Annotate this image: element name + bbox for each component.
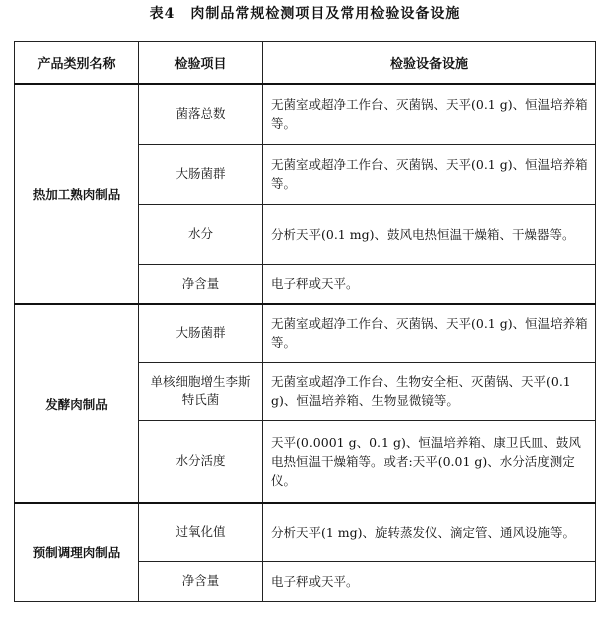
item-cell: 净含量 <box>139 561 263 601</box>
table-row <box>15 304 596 362</box>
equipment-cell: 无菌室或超净工作台、灭菌锅、天平(0.1 g)、恒温培养箱等。 <box>263 144 596 204</box>
equipment-cell: 电子秤或天平。 <box>263 264 596 304</box>
category-cell: 热加工熟肉制品 <box>15 84 139 304</box>
table-title: 表4 肉制品常规检测项目及常用检验设备设施 <box>149 6 461 22</box>
category-cell: 预制调理肉制品 <box>15 503 139 601</box>
category-cell: 发酵肉制品 <box>15 304 139 503</box>
equipment-cell: 分析天平(1 mg)、旋转蒸发仪、滴定管、通风设施等。 <box>263 503 596 561</box>
table-row <box>15 84 596 144</box>
item-cell: 水分 <box>139 204 263 264</box>
header-item: 检验项目 <box>139 42 263 85</box>
equipment-cell: 电子秤或天平。 <box>263 561 596 601</box>
table-row <box>15 503 596 561</box>
item-cell: 大肠菌群 <box>139 304 263 362</box>
equipment-cell: 分析天平(0.1 mg)、鼓风电热恒温干燥箱、干燥器等。 <box>263 204 596 264</box>
item-cell: 过氧化值 <box>139 503 263 561</box>
equipment-cell: 无菌室或超净工作台、灭菌锅、天平(0.1 g)、恒温培养箱等。 <box>263 84 596 144</box>
equipment-cell: 天平(0.0001 g、0.1 g)、恒温培养箱、康卫氏皿、鼓风电热恒温干燥箱等。或者:天平(0.01 g)、水分活度测定仪。 <box>263 420 596 503</box>
header-category: 产品类别名称 <box>15 42 139 85</box>
item-cell: 水分活度 <box>139 420 263 503</box>
equipment-cell: 无菌室或超净工作台、生物安全柜、灭菌锅、天平(0.1 g)、恒温培养箱、生物显微镜等。 <box>263 362 596 420</box>
header-equipment: 检验设备设施 <box>263 42 596 85</box>
item-cell: 单核细胞增生李斯特氏菌 <box>139 362 263 420</box>
header-row <box>15 42 596 85</box>
item-cell: 菌落总数 <box>139 84 263 144</box>
item-cell: 净含量 <box>139 264 263 304</box>
equipment-cell: 无菌室或超净工作台、灭菌锅、天平(0.1 g)、恒温培养箱等。 <box>263 304 596 362</box>
item-cell: 大肠菌群 <box>139 144 263 204</box>
inspection-table <box>14 41 596 602</box>
